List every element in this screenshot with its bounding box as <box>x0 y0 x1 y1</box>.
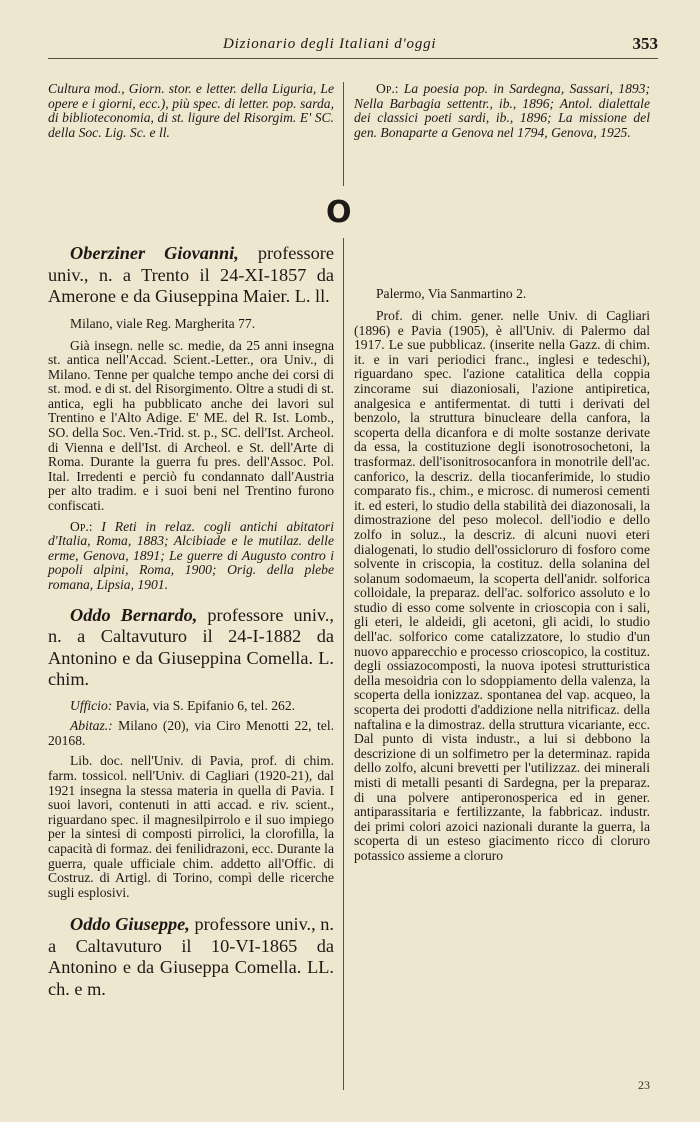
office-label: Ufficio: <box>70 697 113 713</box>
heading-spacer <box>354 243 650 286</box>
entry-name: Oddo Bernardo, <box>70 604 198 625</box>
entry-address: Milano, viale Reg. Margherita 77. <box>70 315 256 331</box>
home-address: Milano (20), via Ciro Menotti 22, tel. 20168. <box>48 718 334 748</box>
works-list: I Reti in relaz. cogli antichi abitatori d'Italia, Roma, 1883; Alcibiade e le mutilaz. delle erme, Genova, 1891; Le guerre di Augusto contro i popoli alpini, Roma, 1900; Orig. della plebe romana, Lipsia, 1901. <box>48 518 335 592</box>
works-label: Op.: <box>376 81 399 96</box>
entry-heading: professore univ., n. a Caltavuturo il 10-VI-1865 da Antonino e da Giuseppa Comella. LL. ch. e m. <box>48 914 334 999</box>
entry-name: Oberziner Giovanni, <box>70 243 239 263</box>
entry-bio: Già insegn. nelle sc. medie, da 25 anni insegna st. antica nell'Accad. Scient.-Letter., ora Univ., di Milano. Tenne per qualche tempo anche dei corsi di st. mod. e di st. del Risorgimento. Oltre a studi di st. antica, egli ha pubblicato anche dei lavori sul Trentino e l'Alto Adige. E' ME. del R. Ist. Lomb., SO. della Soc. Ven.-Trid. st. p., SC. dell'Ist. Archeol. di Vienna e dell'Ist. di Archeol. e St. dell'Arte di Roma. Durante la guerra fu pres. dell'Assoc. Pol. Ital. Irredenti e perciò fu condannato dall'Austria per alto tradim. e i suoi beni nel Trentino furono confiscati. <box>48 337 334 514</box>
entry-oddo-bernardo <box>48 605 334 901</box>
home-label: Abitaz.: <box>70 718 113 734</box>
top-left-continuation <box>48 82 334 140</box>
page-header <box>48 34 658 59</box>
left-column <box>48 243 334 1000</box>
column-divider-main <box>343 238 344 1090</box>
entry-heading: professore univ., n. a Caltavuturo il 24-I-1882 da Antonino e da Giuseppina Comella. L. chim. <box>48 604 334 690</box>
column-divider-top <box>343 82 344 186</box>
entry-bio: Lib. doc. nell'Univ. di Pavia, prof. di chim. farm. tossicol. nell'Univ. di Cagliari (1920-21), dal 1921 insegna la stessa materia in quella di Pavia. I suoi lavori, contenuti in atti accad. e riv. scient., riguardano spec. il magnesilpirrolo e il suo impiego per la sintesi di composti pirrolici, la clorofilla, la capacità di formaz. dei fenilidrazoni, ecc. Durante la guerra, quale ufficiale chim. addetto all'Offic. di Costruz. di Artigl. di Torino, compì delle ricerche sugli esplosivi. <box>48 753 334 900</box>
entry-oberziner <box>48 243 334 593</box>
section-letter: O <box>326 195 352 230</box>
continuation-text-left: Cultura mod., Giorn. stor. e letter. della Liguria, Le opere e i giorni, ecc.), più spec. di letter. pop. sarda, di biblioteconomia, di st. ligure del Risorgim. E' SC. della Soc. Lig. Sc. e ll. <box>48 81 334 140</box>
works-list: La poesia pop. in Sardegna, Sassari, 1893; Nella Barbagia settentr., ib., 1896; Antol. dialettale dei classici poeti sardi, ib., 1896; La missione del gen. Bonaparte a Genova nel 1794, Genova, 1925. <box>354 81 650 140</box>
entry-bio: Prof. di chim. gener. nelle Univ. di Cagliari (1896) e Pavia (1905), è all'Univ. di Palermo dal 1917. Le sue pubblicaz. (inserite nella Gazz. di chim. it. e in vari periodici franc., inglesi e tedeschi), riguardano spec. l'azione catalitica della coppia zincorame sui diazoniosali, l'azione antipiretica, analgesica e antifermentat. di tutti i derivati del benzolo, la struttura binucleare della canfora, la scoperta della dicanfora e di molte sostanze derivate da essa, la costituzione degli isonotrosochetoni, la trasformaz. dell'isonitrosocanfora in monotrile dell'ac. canforico, la descriz. della tiocanferimide, lo studio comparato fis., chim., e microsc. di numerosi cementi it. ed esteri, lo studio della stabilità dei diazonosali, la dimostrazione del peso molecol. dell'iodio e dello zolfo in soluz., la descriz. di alcuni nuovi eteri dialogenati, lo studio dell'ossicloruro di fosforo come solvente in criscopia, la costituz. della solanina del solanum sodomaeum, la scoperta dell'anidr. solforica colloidale, la preparaz. dell'ac. solforico assoluto e lo studio di esso come solvente in crioscopia con i sali, gli eteri, le aldeidi, gli acetoni, gli acidi, lo studio dell'ac. solforico come catalizzatore, lo studio d'un nuovo apparecchio e processo crioscopico, la costituz. degli ossiazocomposti, la nuova ipotesi strutturistica della mesoidria con lo sdoppiamento della valenza, la scoperta della ionizzaz. spontanea del vap. acqueo, la scoperta dei prodotti d'addizione nella nitrificaz. della naftalina e la dimostraz. della struttura vicariante, ecc. Dal punto di vista industr., a lui si debbono la descrizione di un solfimetro per la determinaz. rapida dello zolfo, alcuni brevetti per l'utilizzaz. dei minerali misti di metalli pesanti di Sardegna, per la preparaz. di una polvere antiperonosperica ed in gener. antiparassitaria e fertilizzante, la fabbricaz. industr. dei primi colori azoici nazionali durante la guerra, la scoperta di un esteso giacimento ricco di cloruro potassico assieme a cloruro <box>354 308 650 863</box>
entry-address: Palermo, Via Sanmartino 2. <box>376 286 527 301</box>
entry-heading: professore univ., n. a Trento il 24-XI-1857 da Amerone e da Giuseppina Maier. L. ll. <box>48 243 334 306</box>
entry-name: Oddo Giuseppe, <box>70 914 190 935</box>
right-column <box>354 243 650 870</box>
running-title: Dizionario degli Italiani d'oggi <box>223 36 437 52</box>
top-right-continuation <box>354 82 650 140</box>
works-label: Op.: <box>70 518 93 534</box>
signature-mark: 23 <box>638 1078 650 1092</box>
office-address: Pavia, via S. Epifanio 6, tel. 262. <box>115 697 296 713</box>
page-number: 353 <box>632 34 658 53</box>
entry-oddo-giuseppe-start <box>48 914 334 1000</box>
